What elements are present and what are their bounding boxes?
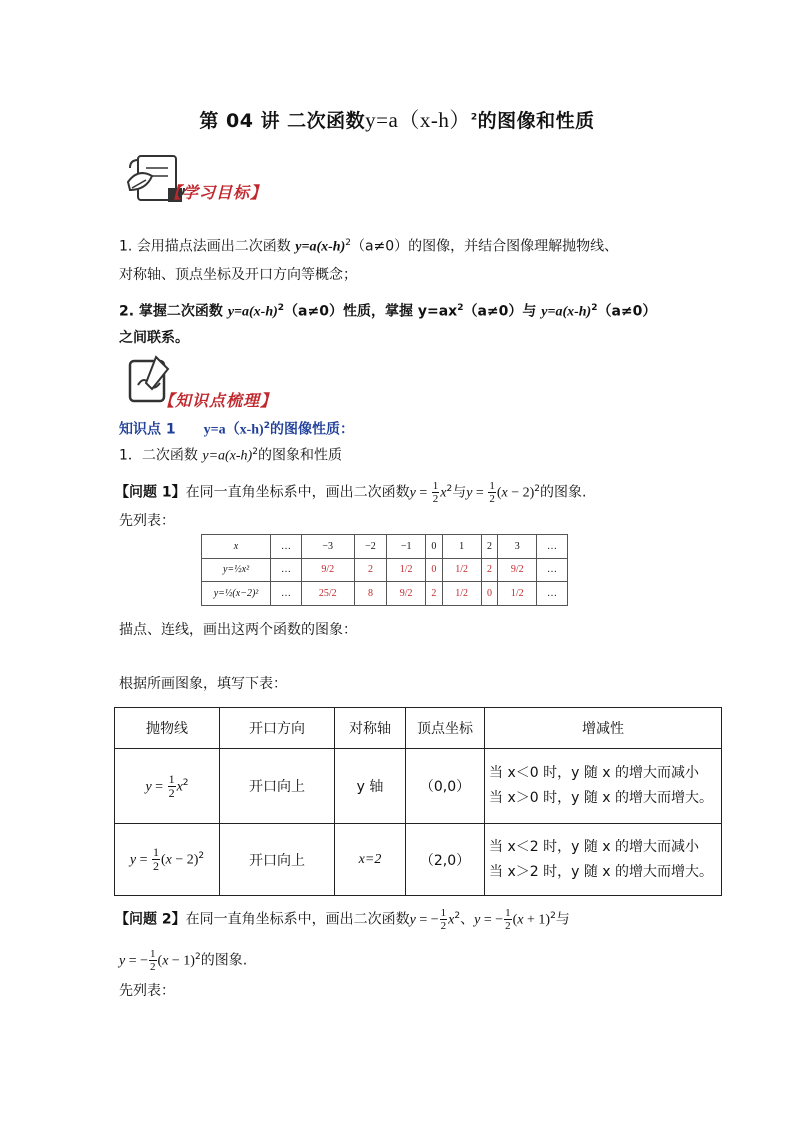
problem-1-list-prompt: 先列表： <box>119 513 175 529</box>
table-row: y=½x² … 9/2 2 1/2 0 1/2 2 9/2 … <box>202 558 568 582</box>
problem-1-draw-prompt: 描点、连线，画出这两个函数的图象： <box>119 622 357 638</box>
objective-1-line2: 对称轴、顶点坐标及开口方向等概念； <box>119 267 357 283</box>
properties-table <box>114 707 722 896</box>
page-title: 第 04 讲 二次函数$y=a(x-h)^2$的图像和性质 <box>199 108 595 132</box>
knowledge-banner: 【知识点梳理】 <box>158 391 278 410</box>
table-row: y=½(x−2)² … 25/2 8 9/2 2 1/2 0 1/2 … <box>202 582 568 606</box>
problem-2-statement-line2: y = − $\frac{1}{2}$ $(x - 1)^2$的图象. <box>119 948 248 974</box>
objective-2-line2: 之间联系。 <box>119 330 189 346</box>
knowledge-subheading: 1．二次函数 $y=a(x-h)^2$的图象和性质 <box>119 447 342 464</box>
knowledge-heading: 知识点 1 y=a（x-h)$^2$的图像性质： <box>119 421 354 438</box>
problem-1-statement: 【问题 1】在同一直角坐标系中，画出二次函数y = $\frac{1}{2}$ $x^2$与y = $\frac{1}{2}$ $(x - 2)^2$的图象. <box>115 480 587 506</box>
table-row: 抛物线 开口方向 对称轴 顶点坐标 增减性 <box>115 708 722 749</box>
objectives-banner: 【学习目标】 <box>165 183 268 202</box>
table-row: y = $\frac{1}{2}$ $(x - 2)^2$ 开口向上 x=2 （2,0） 当 x＜2 时，y 随 x 的增大而减小 当 x＞2 时，y 随 x 的增大而增大。 <box>115 824 722 896</box>
table-row: y = $\frac{1}{2}$ $x^2$ 开口向上 y 轴 （0,0） 当 x＜0 时，y 随 x 的增大而减小 当 x＞0 时，y 随 x 的增大而增大。 <box>115 749 722 824</box>
table-row: x … −3 −2 −1 0 1 2 3 … <box>202 535 568 559</box>
value-table <box>201 534 568 606</box>
curve-cell: y = $\frac{1}{2}$ $x^2$ <box>115 749 220 824</box>
problem-2-statement: 【问题 2】在同一直角坐标系中，画出二次函数y = − $\frac{1}{2}$ $x^2$、y = − $\frac{1}{2}$ $(x + 1)^2$与 <box>115 907 570 933</box>
objective-1: 1. 会用描点法画出二次函数 $y=a(x-h)^2(a\ne 0)$的图像，并结合图像理解抛物线、 <box>119 238 619 255</box>
objective-2: 2. 掌握二次函数 $y=a(x-h)^2(a\ne 0)$性质，掌握 $y=ax^2(a\ne 0)$与 $y=a(x-h)^2(a\ne 0)$ <box>119 303 657 320</box>
problem-2-list-prompt: 先列表： <box>119 983 175 999</box>
problem-1-fill-prompt: 根据所画图象，填写下表： <box>119 676 287 692</box>
curve-cell: y = $\frac{1}{2}$ $(x - 2)^2$ <box>115 824 220 896</box>
